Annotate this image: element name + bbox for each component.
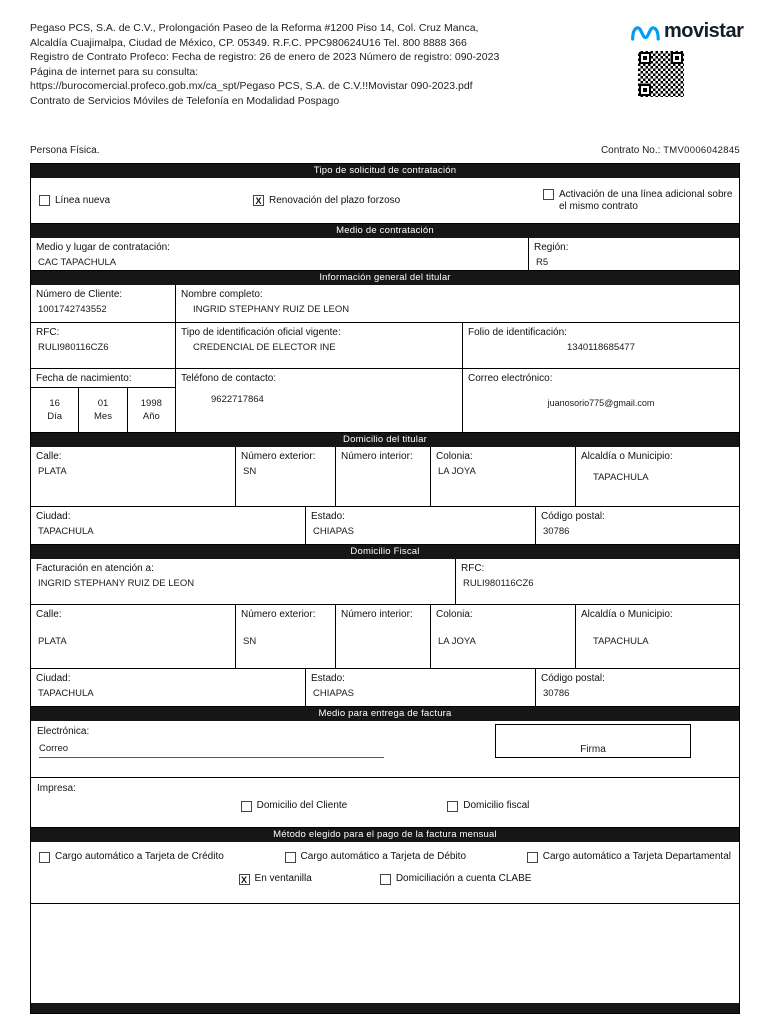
- movistar-wordmark: movistar: [664, 20, 744, 42]
- fiscal-codigo-postal-cell: [536, 669, 739, 706]
- fiscal-ciudad-label: Ciudad:: [36, 673, 71, 684]
- numero-exterior-cell: [236, 447, 336, 506]
- checkbox-label: Domicilio fiscal: [463, 800, 530, 811]
- entrega-impresa-row: [31, 778, 739, 828]
- checkbox-box[interactable]: [285, 852, 296, 863]
- numero-exterior-label: Número exterior:: [241, 451, 316, 462]
- checkbox-box[interactable]: [241, 801, 252, 812]
- checkbox-domicilio-cliente[interactable]: [241, 800, 348, 812]
- domicilio-fiscal-row-0: [31, 559, 739, 605]
- info-titular-row-1: [31, 285, 739, 323]
- ciudad-value: TAPACHULA: [38, 526, 94, 537]
- checkbox-label: Domicilio del Cliente: [256, 800, 348, 811]
- alcaldia-label: Alcaldía o Municipio:: [581, 451, 673, 462]
- domicilio-titular-row-2: [31, 507, 739, 545]
- company-info-block: [30, 21, 590, 108]
- mes-label: Mes: [94, 411, 112, 422]
- tipo-identificacion-value: CREDENCIAL DE ELECTOR INE: [193, 342, 336, 353]
- anio-label: Año: [142, 411, 160, 422]
- anio-value: 1998: [140, 398, 162, 409]
- checkbox-label: Cargo automático a Tarjeta de Débito: [300, 851, 466, 862]
- meta-row: [30, 145, 740, 156]
- metodo-pago-line-2: [31, 873, 739, 885]
- fiscal-colonia-cell: [431, 605, 576, 668]
- numero-exterior-value: SN: [243, 466, 257, 477]
- contract-number-label: Contrato No.:: [600, 145, 661, 156]
- checkbox-label: Renovación del plazo forzoso: [269, 194, 401, 206]
- codigo-postal-cell: [536, 507, 739, 544]
- estado-value: CHIAPAS: [313, 526, 355, 537]
- section-header-domicilio-titular: Domicilio del titular: [31, 433, 739, 447]
- folio-identificacion-value: 1340118685477: [567, 342, 635, 353]
- fiscal-estado-label: Estado:: [311, 673, 345, 684]
- checkbox-box[interactable]: [543, 189, 554, 200]
- checkbox-cargo-tarjeta-departamental[interactable]: [527, 851, 731, 863]
- contract-number: [601, 145, 740, 156]
- qr-finder-icon: [639, 84, 651, 96]
- rfc-label: RFC:: [36, 327, 60, 338]
- colonia-label: Colonia:: [436, 451, 473, 462]
- fecha-nacimiento-cell: [31, 369, 176, 432]
- numero-cliente-label: Número de Cliente:: [36, 289, 123, 300]
- region-value: R5: [536, 257, 549, 268]
- contract-url: https://burocomercial.profeco.gob.mx/ca_spt/Pegaso PCS, S.A. de C.V.!!Movistar 090-2023.pdf: [30, 80, 473, 92]
- rfc-cell: [31, 323, 176, 368]
- folio-identificacion-label: Folio de identificación:: [468, 327, 567, 338]
- checkbox-label: Domiciliación a cuenta CLABE: [395, 873, 532, 884]
- region-label: Región:: [534, 242, 569, 253]
- correo-electronico-value: juanosorio775@gmail.com: [547, 398, 655, 408]
- fiscal-colonia-value: LA JOYA: [438, 636, 476, 647]
- tipo-solicitud-row: [31, 178, 739, 224]
- qr-code: [638, 51, 684, 97]
- checkbox-activacion-linea-adicional[interactable]: [543, 189, 739, 213]
- rfc-value: RULI980116CZ6: [38, 342, 109, 353]
- alcaldia-cell: [576, 447, 739, 506]
- ciudad-label: Ciudad:: [36, 511, 71, 522]
- nombre-completo-cell: [176, 285, 739, 322]
- fecha-mes-col: [79, 388, 127, 432]
- correo-electronico-label: Correo electrónico:: [468, 373, 553, 384]
- numero-cliente-cell: [31, 285, 176, 322]
- fiscal-alcaldia-cell: [576, 605, 739, 668]
- dia-label: Día: [47, 411, 63, 422]
- qr-finder-icon: [671, 52, 683, 64]
- domicilio-fiscal-row-1: [31, 605, 739, 669]
- fiscal-estado-cell: [306, 669, 536, 706]
- movistar-logo: [630, 20, 743, 43]
- tipo-identificacion-label: Tipo de identificación oficial vigente:: [181, 327, 341, 338]
- fiscal-alcaldia-value: TAPACHULA: [593, 636, 649, 647]
- section-header-domicilio-fiscal: Domicilio Fiscal: [31, 545, 739, 559]
- domicilio-fiscal-row-2: [31, 669, 739, 707]
- section-header-entrega-factura: Medio para entrega de factura: [31, 707, 739, 721]
- signature-box[interactable]: [495, 724, 691, 758]
- fecha-nacimiento-label: Fecha de nacimiento:: [36, 373, 132, 384]
- fiscal-rfc-label: RFC:: [461, 563, 485, 574]
- alcaldia-value: TAPACHULA: [593, 472, 649, 483]
- fiscal-numero-interior-cell: [336, 605, 431, 668]
- checkbox-label: Cargo automático a Tarjeta de Crédito: [55, 851, 224, 862]
- checkbox-en-ventanilla[interactable]: [239, 873, 312, 885]
- telefono-contacto-cell: [176, 369, 463, 432]
- qr-finder-icon: [639, 52, 651, 64]
- fiscal-rfc-value: RULI980116CZ6: [463, 578, 534, 589]
- facturacion-atencion-value: INGRID STEPHANY RUIZ DE LEON: [38, 578, 195, 589]
- contract-form: [30, 163, 740, 1014]
- section-header-info-titular: Información general del titular: [31, 271, 739, 285]
- fiscal-ciudad-cell: [31, 669, 306, 706]
- numero-cliente-value: 1001742743552: [38, 304, 107, 315]
- region-cell: [529, 238, 739, 270]
- contract-number-value: TMV0006042845: [663, 145, 740, 156]
- checkbox-box[interactable]: [39, 852, 50, 863]
- calle-value: PLATA: [38, 466, 67, 477]
- fiscal-numero-interior-label: Número interior:: [341, 609, 413, 620]
- impresa-label: Impresa:: [37, 783, 76, 794]
- estado-cell: [306, 507, 536, 544]
- ciudad-cell: [31, 507, 306, 544]
- checkbox-linea-nueva[interactable]: [39, 195, 110, 207]
- tipo-identificacion-cell: [176, 323, 463, 368]
- estado-label: Estado:: [311, 511, 345, 522]
- dia-value: 16: [49, 398, 60, 409]
- medio-lugar-value: CAC TAPACHULA: [38, 257, 117, 268]
- electronica-label: Electrónica:: [37, 726, 90, 737]
- fiscal-ciudad-value: TAPACHULA: [38, 688, 94, 699]
- fiscal-codigo-postal-label: Código postal:: [541, 673, 605, 684]
- header-brand-area: [630, 20, 744, 97]
- checkbox-box[interactable]: X: [253, 195, 264, 206]
- section-header-truncated: [31, 1003, 739, 1013]
- nombre-completo-value: INGRID STEPHANY RUIZ DE LEON: [193, 304, 350, 315]
- checkbox-label: Línea nueva: [55, 194, 111, 206]
- checkbox-cargo-tarjeta-credito[interactable]: [39, 851, 224, 863]
- section-header-tipo-solicitud: Tipo de solicitud de contratación: [31, 164, 739, 178]
- checkbox-box[interactable]: [380, 874, 391, 885]
- section-header-metodo-pago: Método elegido para el pago de la factura mensual: [31, 828, 739, 842]
- fecha-nacimiento-table: [31, 387, 175, 432]
- metodo-pago-line-1: [31, 851, 739, 863]
- company-info-line: Alcaldía Cuajimalpa, Ciudad de México, CP. 05349. R.F.C. PPC980624U16 Tel. 800 8888 366: [30, 36, 467, 49]
- electronica-value[interactable]: Correo: [39, 743, 384, 758]
- telefono-contacto-value: 9622717864: [211, 394, 264, 405]
- fecha-anio-col: [128, 388, 175, 432]
- form-empty-space: [31, 904, 739, 1003]
- metodo-pago-row: [31, 842, 739, 904]
- checkbox-box[interactable]: [39, 195, 50, 206]
- correo-electronico-cell: [463, 369, 739, 432]
- domicilio-titular-row-1: [31, 447, 739, 507]
- fiscal-numero-exterior-label: Número exterior:: [241, 609, 316, 620]
- fiscal-calle-value: PLATA: [38, 636, 67, 647]
- colonia-cell: [431, 447, 576, 506]
- checkbox-label: En ventanilla: [254, 873, 312, 884]
- fiscal-numero-exterior-cell: [236, 605, 336, 668]
- folio-identificacion-cell: [463, 323, 739, 368]
- codigo-postal-value: 30786: [543, 526, 570, 537]
- checkbox-box[interactable]: X: [239, 874, 250, 885]
- fiscal-estado-value: CHIAPAS: [313, 688, 355, 699]
- company-info-line: Pegaso PCS, S.A. de C.V., Prolongación Paseo de la Reforma #1200 Piso 14, Col. Cruz Manca,: [30, 22, 479, 34]
- medio-lugar-label: Medio y lugar de contratación:: [36, 242, 170, 253]
- checkbox-domiciliacion-clabe[interactable]: [380, 873, 532, 885]
- checkbox-box[interactable]: [527, 852, 538, 863]
- fiscal-numero-exterior-value: SN: [243, 636, 257, 647]
- calle-label: Calle:: [36, 451, 62, 462]
- telefono-contacto-label: Teléfono de contacto:: [181, 373, 277, 384]
- contract-title-line: Contrato de Servicios Móviles de Telefonía en Modalidad Pospago: [30, 94, 340, 107]
- company-info-line: Página de internet para su consulta:: [30, 65, 199, 78]
- fiscal-rfc-cell: [456, 559, 739, 604]
- fiscal-codigo-postal-value: 30786: [543, 688, 570, 699]
- nombre-completo-label: Nombre completo:: [181, 289, 263, 300]
- numero-interior-label: Número interior:: [341, 451, 413, 462]
- checkbox-domicilio-fiscal[interactable]: [447, 800, 529, 812]
- section-header-medio-contratacion: Medio de contratación: [31, 224, 739, 238]
- info-titular-row-3: [31, 369, 739, 433]
- fecha-dia-col: [31, 388, 79, 432]
- checkbox-renovacion-plazo-forzoso[interactable]: [253, 195, 400, 207]
- facturacion-atencion-label: Facturación en atención a:: [36, 563, 154, 574]
- numero-interior-cell: [336, 447, 431, 506]
- checkbox-cargo-tarjeta-debito[interactable]: [285, 851, 466, 863]
- medio-contratacion-row: [31, 238, 739, 271]
- signature-label: Firma: [580, 744, 606, 755]
- mes-value: 01: [97, 398, 109, 409]
- fiscal-calle-cell: [31, 605, 236, 668]
- movistar-m-icon: [630, 22, 660, 42]
- checkbox-label: Cargo automático a Tarjeta Departamental: [542, 851, 731, 862]
- persona-type-label: Persona Física.: [30, 145, 100, 156]
- checkbox-box[interactable]: [447, 801, 458, 812]
- colonia-value: LA JOYA: [438, 466, 476, 477]
- facturacion-atencion-cell: [31, 559, 456, 604]
- checkbox-label: Activación de una línea adicional sobre el mismo contrato: [559, 188, 733, 212]
- company-info-line: Registro de Contrato Profeco: Fecha de registro: 26 de enero de 2023 Número de registro: 090-2023: [30, 51, 500, 63]
- fiscal-calle-label: Calle:: [36, 609, 62, 620]
- fiscal-colonia-label: Colonia:: [436, 609, 473, 620]
- entrega-electronica-row: [31, 721, 739, 778]
- impresa-options: [31, 800, 739, 812]
- info-titular-row-2: [31, 323, 739, 369]
- medio-lugar-cell: [31, 238, 529, 270]
- calle-cell: [31, 447, 236, 506]
- codigo-postal-label: Código postal:: [541, 511, 605, 522]
- fiscal-alcaldia-label: Alcaldía o Municipio:: [581, 609, 673, 620]
